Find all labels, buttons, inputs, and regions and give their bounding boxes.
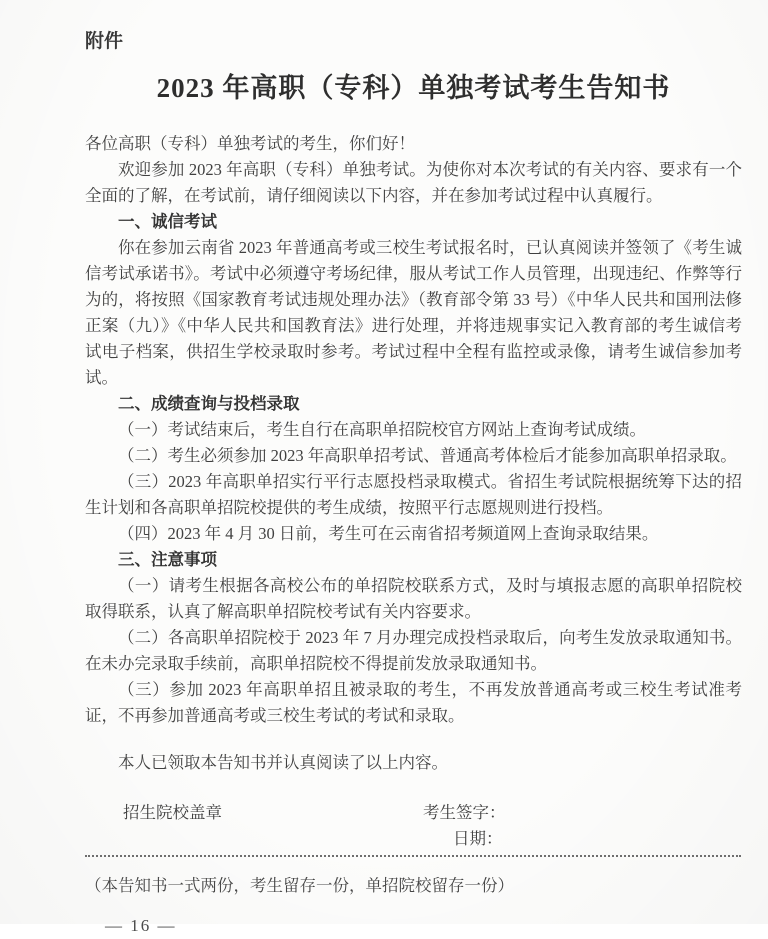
section-2-paragraph-1: （一）考试结束后，考生自行在高职单招院校官方网站上查询考试成绩。 <box>118 420 646 439</box>
date-label: 日期： <box>453 829 503 848</box>
date-row <box>85 826 742 852</box>
section-honesty <box>85 209 742 391</box>
school-seal-label: 招生院校盖章 <box>123 803 222 822</box>
intro-paragraph: 欢迎参加 2023 年高职（专科）单独考试。为使你对本次考试的有关内容、要求有一个全面的了解，在考试前，请仔细阅读以下内容，并在参加考试过程中认真履行。 <box>85 160 742 205</box>
candidate-signature-label: 考生签字： <box>423 803 506 822</box>
salutation-line: 各位高职（专科）单独考试的考生，你们好！ <box>85 134 415 153</box>
copies-footnote: （本告知书一式两份，考生留存一份，单招院校留存一份） <box>85 876 514 895</box>
page-number: — 16 — <box>105 916 177 935</box>
section-2-paragraph-3: （三）2023 年高职单招实行平行志愿投档录取模式。省招生考试院根据统筹下达的招生计划和各高职单招院校提供的考生成绩，按照平行志愿规则进行投档。 <box>85 472 742 517</box>
section-2-paragraph-2: （二）考生必须参加 2023 年高职单招考试、普通高考体检后才能参加高职单招录取。 <box>118 446 737 465</box>
section-heading-3: 三、注意事项 <box>118 551 217 569</box>
section-3-paragraph-3: （三）参加 2023 年高职单招且被录取的考生，不再发放普通高考或三校生考试准考证，不再参加普通高考或三校生考试的考试和录取。 <box>85 680 742 725</box>
section-heading-1: 一、诚信考试 <box>118 213 217 231</box>
attachment-label: 附件 <box>85 31 124 52</box>
acknowledgement-line: 本人已领取本告知书并认真阅读了以上内容。 <box>118 753 448 772</box>
document-title: 2023 年高职（专科）单独考试考生告知书 <box>156 73 671 103</box>
section-3-paragraph-2: （二）各高职单招院校于 2023 年 7 月办理完成投档录取后，向考生发放录取通知书。在未办完录取手续前，高职单招院校不得提前发放录取通知书。 <box>85 628 742 673</box>
section-2-paragraph-4: （四）2023 年 4 月 30 日前，考生可在云南省招考频道网上查询录取结果。 <box>118 524 659 543</box>
dotted-separator <box>85 855 741 857</box>
section-scores-admission <box>85 391 742 547</box>
section-1-paragraph-1: 你在参加云南省 2023 年普通高考或三校生考试报名时，已认真阅读并签领了《考生诚信考试承诺书》。考试中必须遵守考场纪律，服从考试工作人员管理，出现违纪、作弊等行为的，将按照《国家教育考试违规处理办法》（教育部令第 33 号）《中华人民共和国刑法修正案（九）》《中华人民共和国教育法》进行处理，并将违规事实记入教育部的考生诚信考试电子档案，供招生学校录取时参考。考试过程中全程有监控或录像，请考生诚信参加考试。 <box>85 238 742 387</box>
section-notes <box>85 547 742 729</box>
section-heading-2: 二、成绩查询与投档录取 <box>118 395 300 413</box>
signature-row <box>85 800 742 826</box>
section-3-paragraph-1: （一）请考生根据各高校公布的单招院校联系方式，及时与填报志愿的高职单招院校取得联系，认真了解高职单招院校考试有关内容要求。 <box>85 576 742 621</box>
